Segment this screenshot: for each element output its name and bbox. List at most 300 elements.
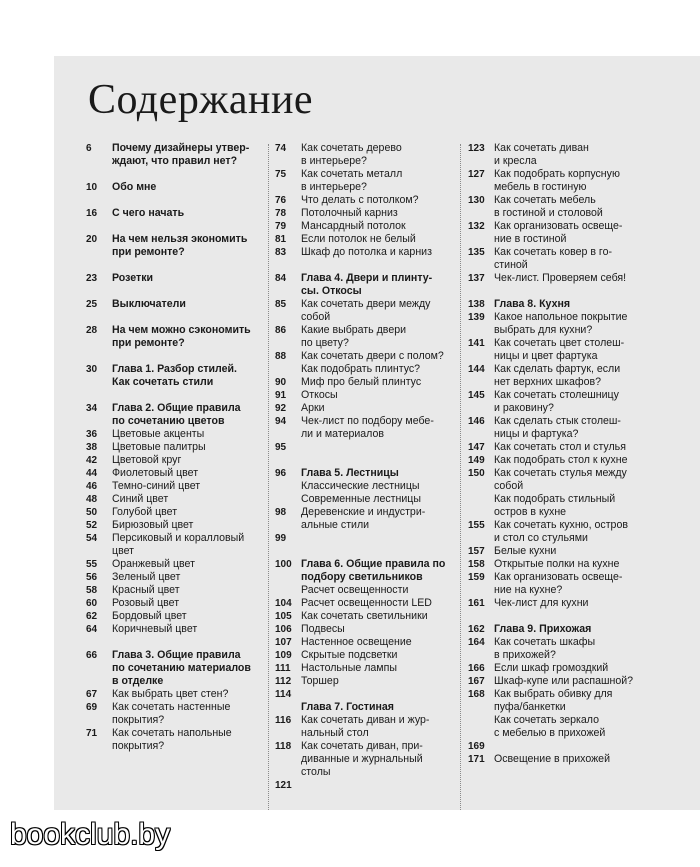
entry-line: Настенное освещение — [301, 636, 412, 648]
toc-entry — [275, 350, 453, 363]
page-number: 42 — [86, 455, 98, 466]
entry-line: Белые кухни — [494, 545, 557, 557]
entry-title — [301, 740, 453, 779]
entry-title — [301, 168, 453, 194]
page-number: 98 — [275, 507, 287, 518]
entry-line: Как сочетать двери между — [301, 298, 431, 310]
entry-title — [112, 571, 266, 584]
page-number: 146 — [468, 416, 485, 427]
entry-title — [494, 688, 648, 714]
entry-title — [494, 454, 648, 467]
entry-line: Как сочетать столешницу — [494, 389, 619, 401]
toc-entry — [468, 246, 648, 272]
toc-entry — [275, 610, 453, 623]
entry-line: Красный цвет — [112, 584, 180, 596]
entry-title — [301, 688, 453, 701]
entry-title — [494, 623, 648, 636]
page-number: 106 — [275, 624, 292, 635]
page-number: 164 — [468, 637, 485, 648]
entry-title — [112, 324, 266, 350]
toc-entry — [275, 623, 453, 636]
page-number: 167 — [468, 676, 485, 687]
entry-title — [494, 415, 648, 441]
page-number: 30 — [86, 364, 98, 375]
entry-title — [112, 181, 266, 194]
page-number: 155 — [468, 520, 485, 531]
toc-entry — [275, 142, 453, 168]
entry-title — [301, 298, 453, 324]
entry-line: Как подобрать плинтус? — [301, 363, 421, 375]
toc-entry — [86, 233, 266, 259]
toc-column-1 — [86, 142, 266, 753]
entry-title — [112, 454, 266, 467]
entry-line: Глава 3. Общие правила — [112, 649, 241, 661]
entry-line: Как сочетать ковер в го- — [494, 246, 612, 258]
entry-title — [301, 233, 453, 246]
toc-entry — [86, 207, 266, 220]
toc-entry — [468, 753, 648, 766]
page-number: 112 — [275, 676, 292, 687]
entry-title — [112, 727, 266, 753]
entry-title — [301, 389, 453, 402]
page-number: 71 — [86, 728, 98, 739]
page-number: 168 — [468, 689, 485, 700]
page-number: 100 — [275, 559, 292, 570]
page-number: 86 — [275, 325, 287, 336]
book-page — [54, 56, 700, 810]
entry-line — [301, 688, 453, 701]
toc-entry — [86, 506, 266, 519]
page-number: 28 — [86, 325, 98, 336]
entry-line: Как выбрать цвет стен? — [112, 688, 229, 700]
entry-line: в отделке — [112, 675, 164, 687]
toc-entry — [468, 441, 648, 454]
page-number: 116 — [275, 715, 292, 726]
entry-line: Голубой цвет — [112, 506, 178, 518]
page-number: 62 — [86, 611, 98, 622]
toc-entry — [275, 714, 453, 740]
entry-line: Цветовые палитры — [112, 441, 206, 453]
entry-title — [112, 233, 266, 259]
entry-line: Синий цвет — [112, 493, 169, 505]
entry-line: Как сочетать напольные — [112, 727, 232, 739]
entry-line: при ремонте? — [112, 337, 185, 349]
toc-entry — [275, 233, 453, 246]
entry-line: Расчет освещенности LED — [301, 597, 432, 609]
entry-title — [301, 402, 453, 415]
entry-line: Бордовый цвет — [112, 610, 187, 622]
entry-title — [301, 142, 453, 168]
toc-entry — [86, 402, 266, 428]
toc-entry — [275, 493, 453, 506]
toc-entry — [275, 662, 453, 675]
entry-title — [494, 675, 648, 688]
toc-entry — [275, 480, 453, 493]
page-number: 159 — [468, 572, 485, 583]
page-number: 94 — [275, 416, 287, 427]
page-number: 121 — [275, 780, 292, 791]
entry-title — [112, 207, 266, 220]
entry-line: Шкаф до потолка и карниз — [301, 246, 432, 258]
entry-line: Как сделать фартук, если — [494, 363, 621, 375]
entry-title — [494, 571, 648, 597]
entry-line: Как сочетать светильники — [301, 610, 428, 622]
entry-title — [494, 363, 648, 389]
toc-entry — [468, 623, 648, 636]
entry-title — [301, 610, 453, 623]
toc-entry — [275, 220, 453, 233]
page-number: 95 — [275, 442, 287, 453]
entry-line: ли и материалов — [301, 428, 384, 440]
entry-title — [112, 532, 266, 558]
entry-title — [112, 558, 266, 571]
toc-entry — [275, 675, 453, 688]
toc-entry — [275, 363, 453, 376]
entry-line: Как сочетать металл — [301, 168, 403, 180]
page-number: 138 — [468, 299, 485, 310]
page-number: 161 — [468, 598, 485, 609]
page-number: 25 — [86, 299, 98, 310]
entry-line: Розовый цвет — [112, 597, 180, 609]
page-number: 139 — [468, 312, 485, 323]
page-number: 54 — [86, 533, 98, 544]
entry-line: нальный стол — [301, 727, 369, 739]
entry-line: Чек-лист по подбору мебе- — [301, 415, 434, 427]
page-number: 96 — [275, 468, 287, 479]
page-number: 16 — [86, 208, 98, 219]
entry-line: Глава 6. Общие правила по — [301, 558, 446, 570]
toc-entry — [468, 740, 648, 753]
toc-entry — [468, 467, 648, 493]
toc-entry — [468, 337, 648, 363]
entry-title — [301, 467, 453, 480]
toc-entry — [86, 688, 266, 701]
entry-line: в интерьере? — [301, 181, 367, 193]
entry-title — [112, 441, 266, 454]
entry-title — [301, 636, 453, 649]
entry-line: покрытия? — [112, 714, 165, 726]
entry-line: Если потолок не белый — [301, 233, 416, 245]
toc-entry — [468, 298, 648, 311]
entry-title — [494, 493, 648, 519]
page-number — [275, 363, 301, 376]
page-number: 10 — [86, 182, 98, 193]
entry-line: Персиковый и коралловый — [112, 532, 245, 544]
entry-line: и стол со стульями — [494, 532, 588, 544]
page-number: 76 — [275, 195, 287, 206]
page-title: Содержание — [88, 77, 314, 123]
page-number: 50 — [86, 507, 98, 518]
entry-line: Деревенские и индустри- — [301, 506, 426, 518]
entry-line: Как сочетать диван, при- — [301, 740, 423, 752]
entry-line: Глава 8. Кухня — [494, 298, 571, 310]
page-number: 149 — [468, 455, 485, 466]
entry-title — [494, 142, 648, 168]
entry-line: ждают, что правил нет? — [112, 155, 238, 167]
toc-entry — [86, 493, 266, 506]
page-number: 99 — [275, 533, 287, 544]
entry-line: покрытия? — [112, 740, 165, 752]
entry-title — [494, 558, 648, 571]
entry-title — [301, 272, 453, 298]
entry-title — [112, 584, 266, 597]
toc-entry — [468, 714, 648, 740]
toc-entry — [468, 545, 648, 558]
entry-line: Как сочетать стол и стулья — [494, 441, 626, 453]
entry-line: Подвесы — [301, 623, 345, 635]
entry-line: Как подобрать корпусную — [494, 168, 620, 180]
page-number: 81 — [275, 234, 287, 245]
entry-line: Глава 1. Разбор стилей. — [112, 363, 237, 375]
toc-entry — [86, 649, 266, 688]
entry-line: На чем можно сэкономить — [112, 324, 251, 336]
page-number: 114 — [275, 689, 292, 700]
entry-line: Как подобрать стильный — [494, 493, 616, 505]
entry-line: Как сочетать диван — [494, 142, 589, 154]
entry-line: при ремонте? — [112, 246, 185, 258]
entry-title — [301, 363, 453, 376]
entry-line: Выключатели — [112, 298, 186, 310]
toc-entry — [275, 779, 453, 792]
entry-line: Шкаф-купе или распашной? — [494, 675, 634, 687]
page-number: 158 — [468, 559, 485, 570]
entry-line: Мансардный потолок — [301, 220, 406, 232]
entry-title — [301, 194, 453, 207]
page-number: 83 — [275, 247, 287, 258]
entry-line: пуфа/банкетки — [494, 701, 566, 713]
entry-line: Глава 7. Гостиная — [301, 701, 394, 713]
entry-title — [112, 506, 266, 519]
entry-title — [301, 324, 453, 350]
entry-title — [301, 415, 453, 441]
page-number: 52 — [86, 520, 98, 531]
entry-title — [301, 532, 453, 545]
page-number: 6 — [86, 143, 92, 154]
page-number: 84 — [275, 273, 287, 284]
page-number: 171 — [468, 754, 485, 765]
page-number: 56 — [86, 572, 98, 583]
toc-entry — [468, 558, 648, 571]
entry-line: в прихожей? — [494, 649, 556, 661]
toc-entry — [86, 181, 266, 194]
toc-entry — [86, 142, 266, 168]
toc-entry — [468, 662, 648, 675]
entry-line — [301, 779, 453, 792]
entry-line: Расчет освещенности — [301, 584, 409, 596]
toc-entry — [468, 454, 648, 467]
entry-line: Как организовать освеще- — [494, 220, 623, 232]
page-number — [275, 584, 301, 597]
entry-title — [301, 584, 453, 597]
entry-title — [112, 649, 266, 688]
entry-line: Что делать с потолком? — [301, 194, 419, 206]
page-number: 75 — [275, 169, 287, 180]
entry-title — [494, 272, 648, 285]
toc-entry — [468, 493, 648, 519]
entry-title — [112, 623, 266, 636]
entry-line: с мебелью в прихожей — [494, 727, 606, 739]
toc-entry — [275, 636, 453, 649]
toc-entry — [468, 389, 648, 415]
page-number — [275, 493, 301, 506]
entry-line: подбору светильников — [301, 571, 423, 583]
page-number: 74 — [275, 143, 287, 154]
toc-entry — [468, 220, 648, 246]
page-number: 88 — [275, 351, 287, 362]
toc-entry — [86, 428, 266, 441]
page-number: 141 — [468, 338, 485, 349]
entry-line: Розетки — [112, 272, 154, 284]
entry-title — [112, 701, 266, 727]
toc-entry — [468, 675, 648, 688]
toc-entry — [468, 363, 648, 389]
entry-line: Как сочетать зеркало — [494, 714, 599, 726]
entry-title — [301, 480, 453, 493]
entry-line: Оранжевый цвет — [112, 558, 195, 570]
entry-line: Классические лестницы — [301, 480, 420, 492]
page-number: 78 — [275, 208, 287, 219]
entry-line: нет верхних шкафов? — [494, 376, 602, 388]
entry-title — [112, 467, 266, 480]
page-number: 44 — [86, 468, 98, 479]
entry-title — [494, 636, 648, 662]
page-number: 58 — [86, 585, 98, 596]
toc-entry — [275, 272, 453, 298]
watermark-text: bookclub.by — [10, 818, 171, 851]
toc-entry — [86, 532, 266, 558]
entry-line: цвет — [112, 545, 134, 557]
toc-entry — [468, 272, 648, 285]
entry-title — [301, 779, 453, 792]
toc-entry — [275, 415, 453, 441]
page-number — [468, 493, 494, 519]
entry-title — [301, 376, 453, 389]
page-number: 157 — [468, 546, 485, 557]
entry-title — [494, 753, 648, 766]
toc-entry — [275, 740, 453, 779]
page-number: 66 — [86, 650, 98, 661]
page-number: 123 — [468, 143, 485, 154]
page-number: 166 — [468, 663, 485, 674]
entry-line: Чек-лист для кухни — [494, 597, 589, 609]
entry-line: остров в кухне — [494, 506, 567, 518]
entry-line: Обо мне — [112, 181, 157, 193]
page-number: 34 — [86, 403, 98, 414]
entry-line: стиной — [494, 259, 528, 271]
entry-title — [301, 506, 453, 532]
entry-line: в интерьере? — [301, 155, 367, 167]
page-number: 92 — [275, 403, 287, 414]
page-number: 162 — [468, 624, 485, 635]
entry-line: Зеленый цвет — [112, 571, 181, 583]
toc-entry — [86, 363, 266, 389]
toc-entry — [275, 389, 453, 402]
entry-line: Как сделать стык столеш- — [494, 415, 621, 427]
entry-title — [494, 467, 648, 493]
toc-entry — [86, 298, 266, 311]
entry-title — [494, 220, 648, 246]
entry-line: по сочетанию цветов — [112, 415, 225, 427]
page-number: 64 — [86, 624, 98, 635]
entry-line: ние в гостиной — [494, 233, 567, 245]
toc-entry — [86, 701, 266, 727]
entry-title — [494, 545, 648, 558]
entry-title — [301, 350, 453, 363]
entry-line: Как сочетать двери с полом? — [301, 350, 444, 362]
toc-entry — [86, 480, 266, 493]
column-divider — [268, 144, 269, 810]
entry-line: Коричневый цвет — [112, 623, 198, 635]
entry-line: собой — [301, 311, 331, 323]
toc-entry — [275, 532, 453, 545]
entry-line: Как сочетать кухню, остров — [494, 519, 628, 531]
entry-line: Открытые полки на кухне — [494, 558, 620, 570]
entry-line: ницы и цвет фартука — [494, 350, 598, 362]
entry-title — [301, 441, 453, 454]
toc-entry — [86, 324, 266, 350]
toc-entry — [86, 610, 266, 623]
toc-entry — [275, 649, 453, 662]
entry-line: и раковину? — [494, 402, 554, 414]
toc-entry — [86, 597, 266, 610]
page-number: 90 — [275, 377, 287, 388]
entry-line: Глава 4. Двери и плинту- — [301, 272, 433, 284]
page-number: 132 — [468, 221, 485, 232]
entry-line: Чек-лист. Проверяем себя! — [494, 272, 627, 284]
toc-entry — [275, 194, 453, 207]
entry-line: Как сочетать стили — [112, 376, 214, 388]
toc-entry — [86, 727, 266, 753]
entry-line: Скрытые подсветки — [301, 649, 398, 661]
entry-line: Торшер — [301, 675, 339, 687]
toc-entry — [275, 246, 453, 259]
page-number: 137 — [468, 273, 485, 284]
page-number — [275, 701, 301, 714]
page-number: 127 — [468, 169, 485, 180]
entry-title — [494, 714, 648, 740]
entry-line: Цветовой круг — [112, 454, 182, 466]
page-number: 104 — [275, 598, 292, 609]
entry-title — [301, 207, 453, 220]
entry-title — [494, 298, 648, 311]
entry-line — [301, 532, 453, 545]
entry-line: по сочетанию материалов — [112, 662, 251, 674]
entry-line: Как организовать освеще- — [494, 571, 623, 583]
entry-line: Какие выбрать двери — [301, 324, 407, 336]
entry-title — [112, 363, 266, 389]
toc-entry — [468, 142, 648, 168]
entry-title — [494, 337, 648, 363]
entry-title — [494, 246, 648, 272]
entry-title — [494, 519, 648, 545]
entry-title — [301, 714, 453, 740]
entry-title — [112, 480, 266, 493]
entry-line: Миф про белый плинтус — [301, 376, 422, 388]
entry-line: в гостиной и столовой — [494, 207, 603, 219]
entry-line: Настольные лампы — [301, 662, 397, 674]
toc-entry — [275, 207, 453, 220]
toc-entry — [275, 506, 453, 532]
page-number: 109 — [275, 650, 292, 661]
entry-title — [301, 623, 453, 636]
entry-line: диванные и журнальный — [301, 753, 423, 765]
page-number: 38 — [86, 442, 98, 453]
entry-line — [301, 441, 453, 454]
entry-line: выбрать для кухни? — [494, 324, 593, 336]
entry-title — [112, 428, 266, 441]
toc-entry — [275, 376, 453, 389]
entry-title — [301, 493, 453, 506]
